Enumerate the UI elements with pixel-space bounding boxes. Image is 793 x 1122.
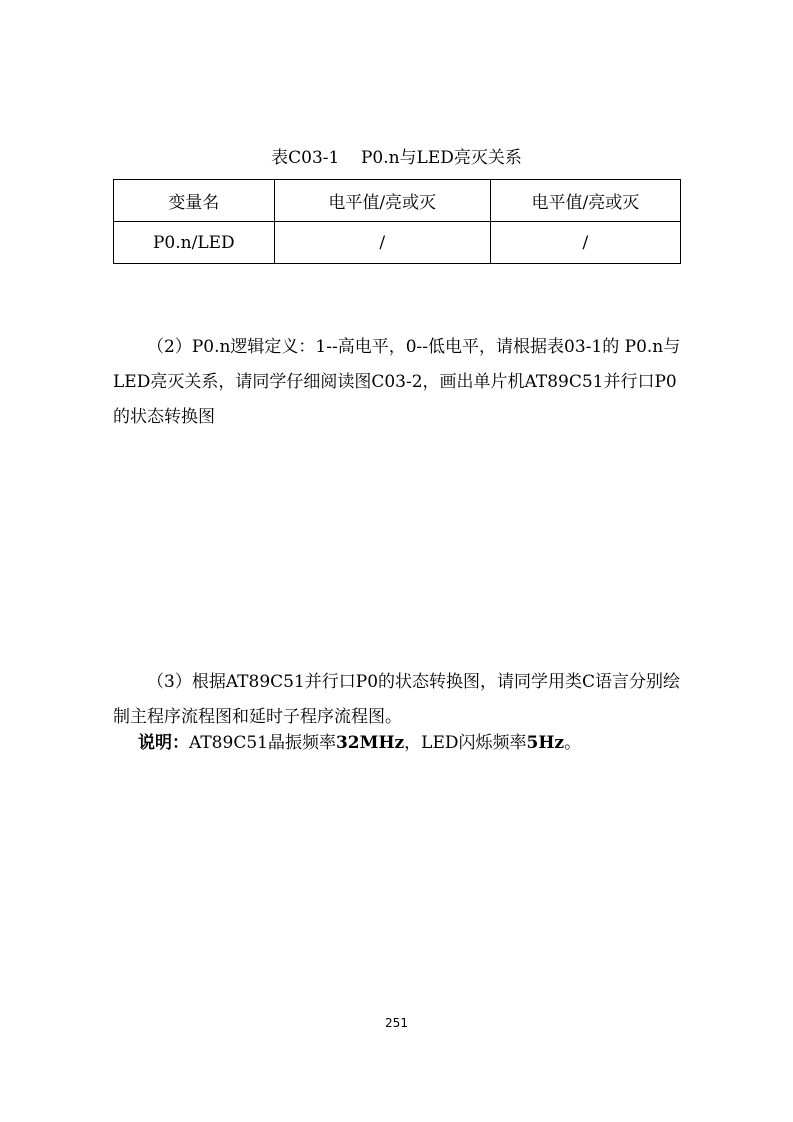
note-blink-frequency: 5Hz [526,733,565,753]
header-level-value-1: 电平值/亮或灭 [274,180,490,222]
note-line [138,728,581,758]
table-caption: 表C03-1 P0.n与LED亮灭关系 [271,148,522,168]
page-number: 251 [385,1016,408,1030]
table-row [114,222,681,264]
note-end: 。 [564,733,582,753]
note-text-2: ，LED闪烁频率 [404,733,527,753]
paragraph-state-diagram: （2）P0.n逻辑定义：1--高电平，0--低电平，请根据表03-1的 P0.n与LED亮灭关系，请同学仔细阅读图C03-2，画出单片机AT89C51并行口P0的状态转换图 [113,337,681,427]
note-label: 说明： [138,733,189,753]
note-crystal-frequency: 32MHz [335,733,405,753]
header-level-value-2: 电平值/亮或灭 [490,180,680,222]
note-text-1: AT89C51晶振频率 [189,733,336,753]
led-level-table [113,179,681,264]
cell-value-1: / [274,222,490,264]
cell-variable: P0.n/LED [114,222,275,264]
cell-value-2: / [490,222,680,264]
table-header-row [114,180,681,222]
paragraph-flowchart: （3）根据AT89C51并行口P0的状态转换图，请同学用类C语言分别绘制主程序流程图和延时子程序流程图。 [113,672,681,727]
header-variable-name: 变量名 [114,180,275,222]
